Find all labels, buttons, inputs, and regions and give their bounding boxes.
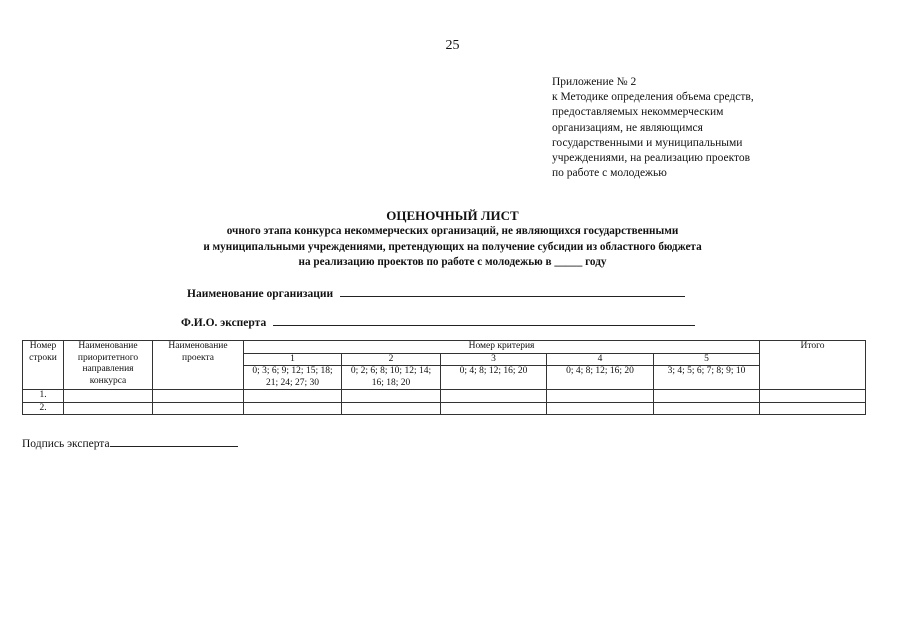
empty-cell[interactable] bbox=[654, 402, 760, 415]
expert-field bbox=[181, 315, 695, 329]
signature-blank-line[interactable] bbox=[110, 436, 238, 447]
criterion-scores: 3; 4; 5; 6; 7; 8; 9; 10 bbox=[654, 366, 760, 390]
empty-cell[interactable] bbox=[547, 390, 654, 403]
empty-cell[interactable] bbox=[760, 390, 866, 403]
appendix-line: к Методике определения объема средств, bbox=[552, 91, 754, 104]
empty-cell[interactable] bbox=[342, 402, 441, 415]
table-header-row bbox=[23, 341, 866, 354]
signature-field bbox=[22, 436, 238, 450]
empty-cell[interactable] bbox=[64, 390, 153, 403]
empty-cell[interactable] bbox=[153, 402, 244, 415]
appendix-line: предоставляемых некоммерческим bbox=[552, 106, 724, 119]
subtitle-line: и муниципальными учреждениями, претендующих на получение субсидии из областного бюджета bbox=[203, 240, 702, 253]
document-title: ОЦЕНОЧНЫЙ ЛИСТ bbox=[386, 208, 519, 223]
organization-label: Наименование организации bbox=[187, 288, 334, 300]
empty-cell[interactable] bbox=[441, 402, 547, 415]
appendix-line: по работе с молодежью bbox=[552, 167, 667, 180]
document-subtitle bbox=[0, 224, 905, 271]
criterion-number: 3 bbox=[441, 353, 547, 366]
criterion-number: 4 bbox=[547, 353, 654, 366]
criterion-number: 5 bbox=[654, 353, 760, 366]
expert-label: Ф.И.О. эксперта bbox=[181, 317, 267, 329]
empty-cell[interactable] bbox=[64, 402, 153, 415]
expert-blank-line[interactable] bbox=[273, 315, 695, 326]
header-criterion-number: Номер критерия bbox=[244, 341, 760, 354]
appendix-line: государственными и муниципальными bbox=[552, 136, 743, 149]
appendix-note bbox=[552, 75, 754, 181]
organization-blank-line[interactable] bbox=[340, 286, 685, 297]
header-total: Итого bbox=[760, 341, 866, 390]
organization-field bbox=[187, 286, 685, 300]
criterion-scores: 0; 3; 6; 9; 12; 15; 18; 21; 24; 27; 30 bbox=[244, 366, 342, 390]
header-priority-direction: Наименование приоритетного направления конкурса bbox=[64, 341, 153, 390]
criterion-scores: 0; 4; 8; 12; 16; 20 bbox=[441, 366, 547, 390]
criterion-number: 2 bbox=[342, 353, 441, 366]
criterion-scores: 0; 4; 8; 12; 16; 20 bbox=[547, 366, 654, 390]
empty-cell[interactable] bbox=[441, 390, 547, 403]
signature-label: Подпись эксперта bbox=[22, 438, 110, 450]
row-number-cell: 1. bbox=[23, 390, 64, 403]
row-number-cell: 2. bbox=[23, 402, 64, 415]
empty-cell[interactable] bbox=[342, 390, 441, 403]
subtitle-line: очного этапа конкурса некоммерческих организаций, не являющихся государственными bbox=[226, 225, 679, 237]
empty-cell[interactable] bbox=[244, 402, 342, 415]
empty-cell[interactable] bbox=[244, 390, 342, 403]
page-number: 25 bbox=[445, 38, 460, 53]
criterion-scores: 0; 2; 6; 8; 10; 12; 14; 16; 18; 20 bbox=[342, 366, 441, 390]
empty-cell[interactable] bbox=[654, 390, 760, 403]
empty-cell[interactable] bbox=[153, 390, 244, 403]
table-row bbox=[23, 402, 866, 415]
table-row bbox=[23, 390, 866, 403]
empty-cell[interactable] bbox=[760, 402, 866, 415]
header-row-number: Номер строки bbox=[23, 341, 64, 390]
evaluation-table bbox=[22, 340, 866, 415]
appendix-line: организациям, не являющимся bbox=[552, 121, 703, 134]
empty-cell[interactable] bbox=[547, 402, 654, 415]
header-project-name: Наименование проекта bbox=[153, 341, 244, 390]
criterion-number: 1 bbox=[244, 353, 342, 366]
subtitle-line: на реализацию проектов по работе с молодежью в _____ году bbox=[298, 256, 607, 268]
appendix-line: учреждениями, на реализацию проектов bbox=[552, 152, 751, 165]
appendix-line: Приложение № 2 bbox=[552, 76, 637, 88]
